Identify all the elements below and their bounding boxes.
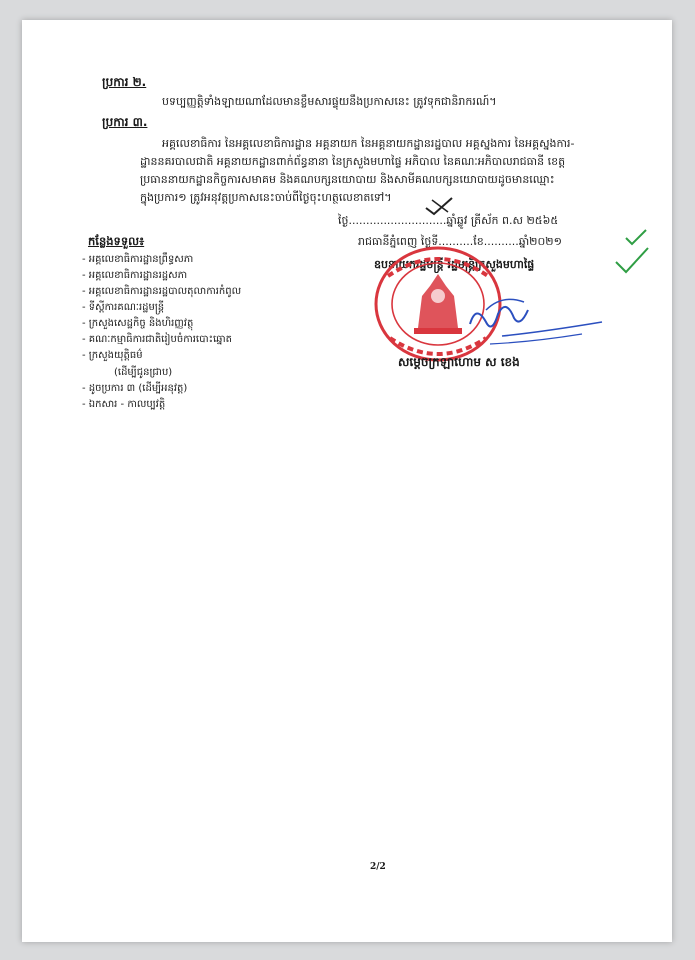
recipient-item: - គណៈកម្មាធិការជាតិរៀបចំការបោះឆ្នោត	[82, 334, 233, 345]
recipient-item: - ក្រសួងយុត្តិធម៌	[82, 350, 143, 361]
recipient-item: - អគ្គលេខាធិការដ្ឋានរដ្ឋបាលតុលាការកំពូល	[82, 286, 242, 297]
article-3-heading: ប្រការ ៣.	[102, 115, 148, 129]
recipients-title: កន្លែងទទួល៖	[88, 234, 145, 248]
article-2-heading: ប្រការ ២.	[102, 75, 147, 89]
date-solar: រាជធានីភ្នំពេញ ថ្ងៃទី..........ខែ..........ឆ្នាំ២០២១	[358, 235, 562, 248]
green-check-icon	[612, 244, 652, 278]
article-3-line-4: ក្នុងប្រការ១ ត្រូវអនុវត្តប្រកាសនេះចាប់ពីថ្ងៃចុះហត្ថលេខាតទៅ។	[140, 191, 392, 204]
signature-scribble-icon	[462, 284, 612, 354]
recipient-item: - ដូចប្រការ ៣ (ដើម្បីអនុវត្ត)	[82, 383, 188, 394]
recipient-note: (ដើម្បីជូនជ្រាប)	[114, 367, 173, 378]
article-2-text: បទប្បញ្ញត្តិទាំងឡាយណាដែលមានខ្លឹមសារផ្ទុយនឹងប្រកាសនេះ ត្រូវទុកជានិរាករណ៍។	[162, 95, 497, 108]
recipient-item: - ទីស្តីការគណៈរដ្ឋមន្ត្រី	[82, 302, 165, 313]
article-3-line-2: ដ្ឋាននគរបាលជាតិ អគ្គនាយកដ្ឋានពាក់ព័ន្ធនានា នៃក្រសួងមហាផ្ទៃ អភិបាល នៃគណៈអភិបាលរាជធានី ខេត្ត	[140, 155, 566, 168]
article-3-line-3: ប្រធាននាយកដ្ឋានកិច្ចការសមាគម និងគណបក្សនយោបាយ និងសាមីគណបក្សនយោបាយដូចមានឈ្មោះ	[140, 173, 555, 186]
date-lunar: ថ្ងៃ............................ឆ្នាំឆ្លូវ ត្រីស័ក ព.ស ២៥៦៥	[338, 214, 559, 227]
page-number: 2/2	[370, 862, 386, 872]
signatory-name: សម្តេចក្រឡាហោម ស ខេង	[398, 355, 520, 369]
recipient-item: - ក្រសួងសេដ្ឋកិច្ច និងហិរញ្ញវត្ថុ	[82, 318, 194, 329]
recipient-item: - អគ្គលេខាធិការដ្ឋានរដ្ឋសភា	[82, 270, 188, 281]
recipient-item: - អគ្គលេខាធិការដ្ឋានព្រឹទ្ធសភា	[82, 254, 194, 265]
recipient-item: - ឯកសារ - កាលប្បវត្តិ	[82, 399, 166, 410]
check-mark-icon	[422, 194, 456, 218]
green-tick-small-icon	[622, 228, 652, 248]
signatory-title: ឧបនាយករដ្ឋមន្ត្រី រដ្ឋមន្ត្រីក្រសួងមហាផ្ទៃ	[374, 258, 535, 271]
article-3-line-1: អគ្គលេខាធិការ នៃអគ្គលេខាធិការដ្ឋាន អគ្គនាយក នៃអគ្គនាយកដ្ឋានរដ្ឋបាល អគ្គស្នងការ នៃអគ្គស្នងការ-	[162, 137, 575, 150]
document-page	[22, 20, 672, 942]
